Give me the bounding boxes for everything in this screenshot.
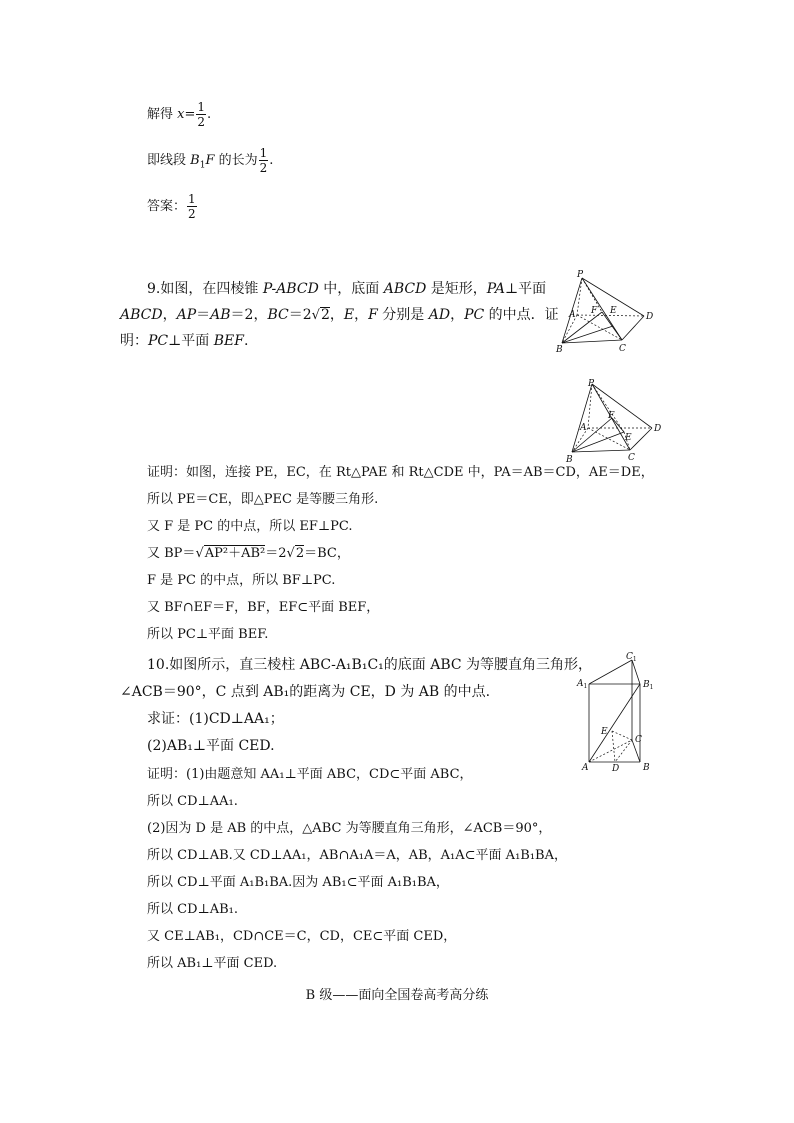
label-A: A bbox=[569, 310, 576, 320]
q9-line-2: ABCD，AP＝AB＝2，BC＝2√2，E，F 分别是 AD，PC 的中点．证 bbox=[120, 307, 559, 323]
segment-length-line: 即线段 $B_1F$ 的长为 $\frac{1}{2}$ . bbox=[147, 146, 274, 175]
label-B: B bbox=[556, 345, 563, 354]
q10-line-3: 求证：(1)CD⊥AA₁； bbox=[147, 711, 284, 727]
proof9-line-5: F 是 PC 的中点，所以 BF⊥PC. bbox=[147, 573, 336, 588]
label-A: A bbox=[580, 423, 587, 433]
label-B: B bbox=[643, 763, 650, 772]
pyramid-figure-2 bbox=[564, 378, 668, 464]
label-C: C bbox=[619, 344, 626, 354]
pyramid-figure-1 bbox=[552, 268, 664, 354]
label-D: D bbox=[612, 764, 620, 772]
proof9-line-3: 又 F 是 PC 的中点，所以 EF⊥PC. bbox=[147, 519, 353, 534]
proof10-line-4: 所以 CD⊥AB.又 CD⊥AA₁，AB∩A₁A＝A，AB，A₁A⊂平面 A₁B₁BA， bbox=[147, 848, 567, 863]
section-heading: B 级——面向全国卷高考高分练 bbox=[305, 988, 489, 1003]
label-P: P bbox=[588, 379, 595, 389]
label-E: E bbox=[610, 306, 617, 316]
label-D: D bbox=[646, 312, 654, 322]
proof9-line-7: 所以 PC⊥平面 BEF. bbox=[147, 627, 269, 642]
label-P: P bbox=[577, 270, 584, 280]
proof10-line-3: (2)因为 D 是 AB 的中点，△ABC 为等腰直角三角形，∠ACB＝90°， bbox=[147, 821, 552, 836]
q10-line-1: 10.如图所示，直三棱柱 ABC-A₁B₁C₁的底面 ABC 为等腰直角三角形， bbox=[147, 657, 593, 673]
fraction: $\frac{1}{2}$ bbox=[259, 146, 268, 175]
label-B: B bbox=[566, 455, 573, 464]
proof10-line-1: 证明：(1)由题意知 AA₁⊥平面 ABC，CD⊂平面 ABC， bbox=[147, 767, 473, 782]
fraction: $\frac{1}{2}$ bbox=[188, 192, 196, 221]
proof10-line-8: 所以 AB₁⊥平面 CED. bbox=[147, 956, 278, 971]
proof10-line-7: 又 CE⊥AB₁，CD∩CE＝C，CD，CE⊂平面 CED， bbox=[147, 929, 457, 944]
label-E: E bbox=[601, 727, 608, 737]
q10-line-4: (2)AB₁⊥平面 CED. bbox=[147, 738, 275, 754]
q10-line-2: ∠ACB＝90°，C 点到 AB₁的距离为 CE，D 为 AB 的中点. bbox=[120, 684, 491, 700]
proof9-line-4: 又 BP＝√AP²＋AB²＝2√2＝BC， bbox=[147, 546, 350, 561]
answer-line: 答案： $\frac{1}{2}$ bbox=[147, 192, 196, 221]
q9-line-3: 明：PC⊥平面 BEF. bbox=[120, 333, 249, 349]
fraction: $\frac{1}{2}$ bbox=[197, 100, 206, 129]
label-C: C bbox=[635, 735, 642, 745]
label-C1: $C_1$ bbox=[626, 652, 637, 663]
proof9-line-6: 又 BF∩EF＝F，BF，EF⊂平面 BEF， bbox=[147, 600, 380, 615]
solve-line: 解得 x= $\frac{1}{2}$ . bbox=[147, 100, 212, 129]
label-A1: $A_1$ bbox=[577, 679, 588, 690]
proof10-line-6: 所以 CD⊥AB₁. bbox=[147, 902, 239, 917]
proof9-line-1: 证明：如图，连接 PE，EC，在 Rt△PAE 和 Rt△CDE 中，PA＝AB＝CD，AE＝DE， bbox=[147, 465, 654, 480]
label-E: E bbox=[625, 433, 632, 443]
q9-line-1: 9.如图，在四棱锥 P-ABCD 中，底面 ABCD 是矩形，PA⊥平面 bbox=[147, 281, 547, 297]
label-F: F bbox=[608, 411, 615, 421]
proof10-line-2: 所以 CD⊥AA₁. bbox=[147, 794, 238, 809]
label-D: D bbox=[654, 424, 662, 434]
proof9-line-2: 所以 PE＝CE，即△PEC 是等腰三角形. bbox=[147, 492, 379, 507]
label-A: A bbox=[582, 763, 589, 772]
label-B1: $B_1$ bbox=[643, 680, 654, 691]
prism-figure bbox=[574, 648, 664, 772]
proof10-line-5: 所以 CD⊥平面 A₁B₁BA.因为 AB₁⊂平面 A₁B₁BA， bbox=[147, 875, 449, 890]
label-C: C bbox=[628, 453, 635, 463]
label-F: F bbox=[591, 306, 598, 316]
